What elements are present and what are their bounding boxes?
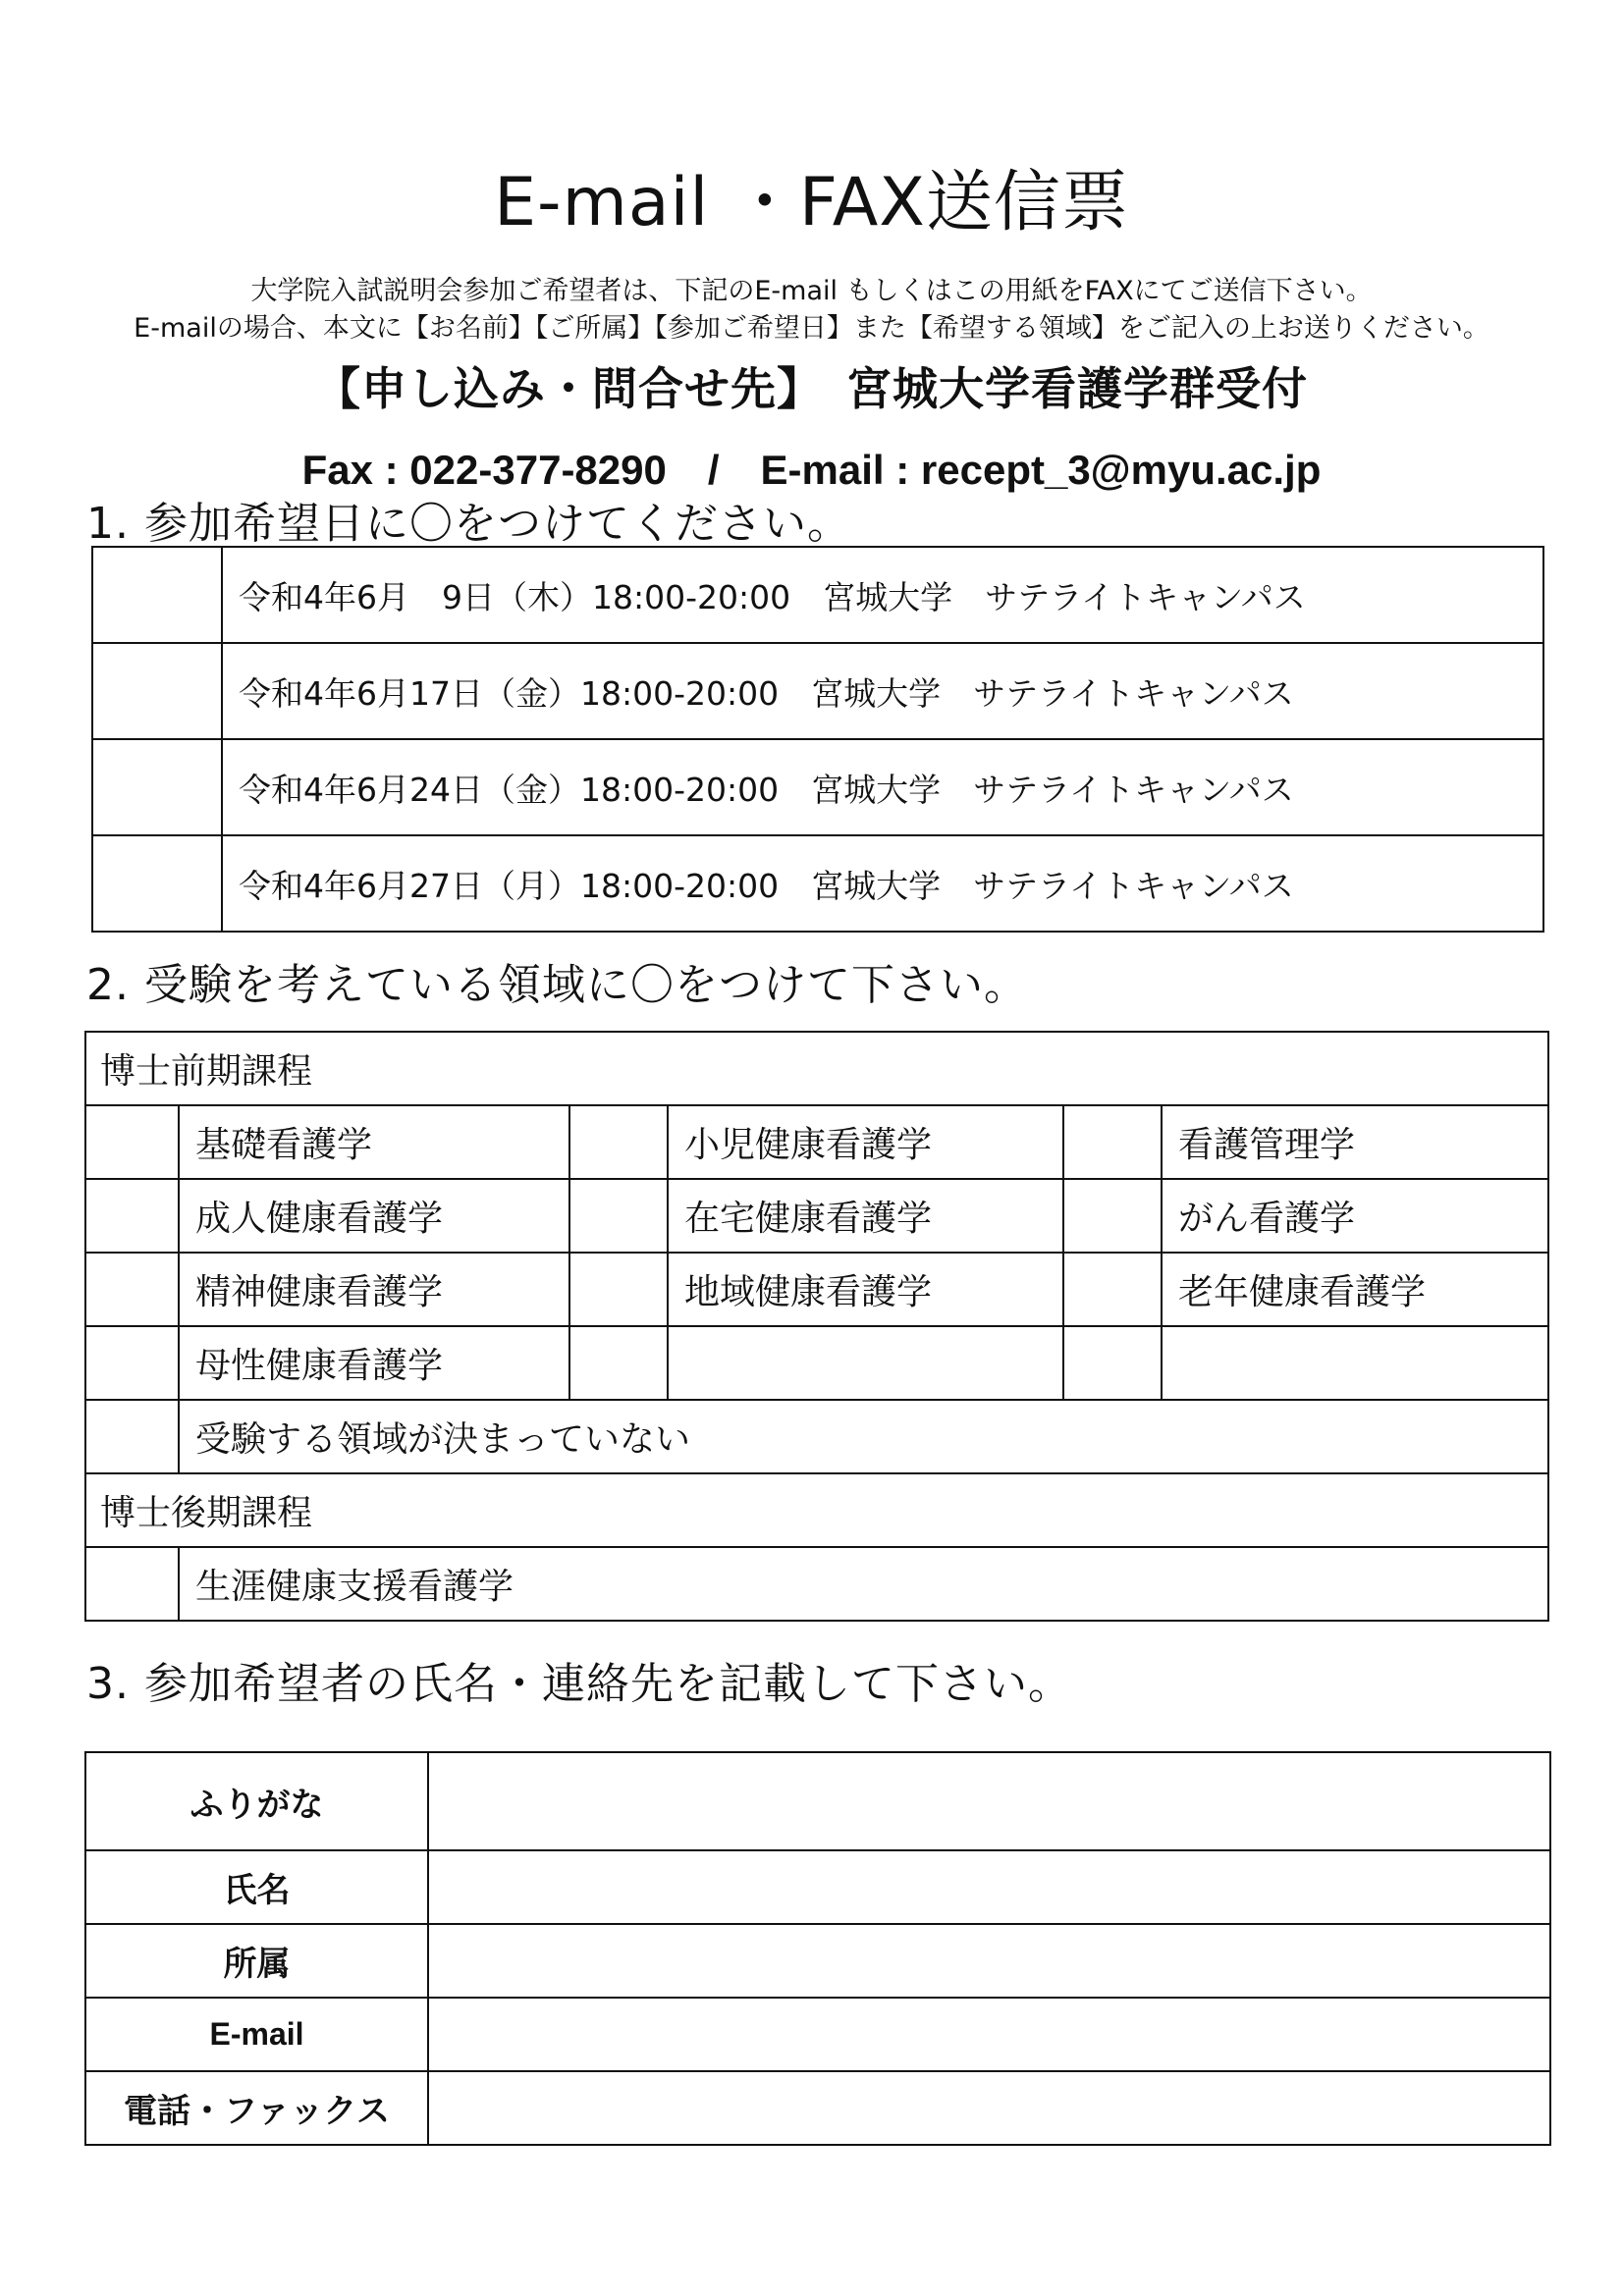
contact-heading: 【申し込み・問合せ先】 宮城大学看護学群受付 [315, 362, 1308, 415]
name-label: 氏名 [85, 1850, 428, 1924]
phone-fax-field[interactable] [428, 2071, 1550, 2145]
field-label: 母性健康看護学 [179, 1326, 569, 1400]
field-row [85, 1179, 1548, 1253]
intro-text-line-1: 大学院入試説明会参加ご希望者は、下記のE-mail もしくはこの用紙をFAXにてご送信下さい。 [250, 276, 1373, 306]
field-mark-cell[interactable] [1063, 1105, 1162, 1179]
date-mark-cell[interactable] [92, 835, 222, 932]
field-mark-cell[interactable] [569, 1253, 668, 1326]
undecided-mark-cell[interactable] [85, 1400, 179, 1473]
intro-text-line-2: E-mailの場合、本文に【お名前】【ご所属】【参加ご希望日】また【希望する領域】をご記入の上お送りください。 [134, 313, 1489, 344]
field-label: 生涯健康支援看護学 [179, 1547, 1548, 1621]
date-selection-table [91, 546, 1544, 933]
date-row [92, 547, 1543, 643]
info-row [85, 1998, 1550, 2071]
date-row [92, 835, 1543, 932]
field-mark-cell[interactable] [85, 1179, 179, 1253]
undecided-label: 受験する領域が決まっていない [179, 1400, 1548, 1473]
date-mark-cell[interactable] [92, 643, 222, 739]
field-label: 在宅健康看護学 [668, 1179, 1063, 1253]
field-mark-cell[interactable] [85, 1253, 179, 1326]
field-mark-cell[interactable] [1063, 1326, 1162, 1400]
phone-fax-label: 電話・ファックス [85, 2071, 428, 2145]
info-row [85, 2071, 1550, 2145]
field-selection-table [84, 1031, 1549, 1622]
date-label: 令和4年6月17日（金）18:00-20:00 宮城大学 サテライトキャンパス [222, 643, 1543, 739]
furigana-label: ふりがな [85, 1752, 428, 1850]
field-row [85, 1400, 1548, 1473]
page-title: E-mail ・FAX送信票 [494, 164, 1129, 241]
doctoral-course-label: 博士後期課程 [85, 1473, 1548, 1547]
furigana-field[interactable] [428, 1752, 1550, 1850]
field-mark-cell[interactable] [569, 1179, 668, 1253]
field-mark-cell[interactable] [1063, 1179, 1162, 1253]
date-row [92, 643, 1543, 739]
field-label: 基礎看護学 [179, 1105, 569, 1179]
date-mark-cell[interactable] [92, 739, 222, 835]
date-label: 令和4年6月 9日（木）18:00-20:00 宮城大学 サテライトキャンパス [222, 547, 1543, 643]
field-mark-cell[interactable] [569, 1326, 668, 1400]
field-mark-cell[interactable] [1063, 1253, 1162, 1326]
section-3-heading: 3. 参加希望者の氏名・連絡先を記載して下さい。 [86, 1659, 1072, 1709]
field-row [85, 1105, 1548, 1179]
masters-course-label: 博士前期課程 [85, 1032, 1548, 1105]
section-2-heading: 2. 受験を考えている領域に〇をつけて下さい。 [86, 960, 1028, 1010]
field-mark-cell[interactable] [85, 1326, 179, 1400]
field-label: 地域健康看護学 [668, 1253, 1063, 1326]
field-label: 成人健康看護学 [179, 1179, 569, 1253]
field-label: 小児健康看護学 [668, 1105, 1063, 1179]
field-label-empty [1162, 1326, 1548, 1400]
field-mark-cell[interactable] [85, 1105, 179, 1179]
date-label: 令和4年6月27日（月）18:00-20:00 宮城大学 サテライトキャンパス [222, 835, 1543, 932]
section-1-heading: 1. 参加希望日に〇をつけてください。 [86, 499, 851, 549]
field-label: 看護管理学 [1162, 1105, 1548, 1179]
applicant-info-table [84, 1751, 1551, 2146]
date-label: 令和4年6月24日（金）18:00-20:00 宮城大学 サテライトキャンパス [222, 739, 1543, 835]
field-mark-cell[interactable] [85, 1547, 179, 1621]
field-row [85, 1547, 1548, 1621]
info-row [85, 1850, 1550, 1924]
field-row [85, 1326, 1548, 1400]
info-row [85, 1924, 1550, 1998]
field-label: 精神健康看護学 [179, 1253, 569, 1326]
date-mark-cell[interactable] [92, 547, 222, 643]
email-label: E-mail [85, 1998, 428, 2071]
field-row [85, 1253, 1548, 1326]
field-label-empty [668, 1326, 1063, 1400]
field-mark-cell[interactable] [569, 1105, 668, 1179]
email-field[interactable] [428, 1998, 1550, 2071]
info-row [85, 1752, 1550, 1850]
affiliation-label: 所属 [85, 1924, 428, 1998]
affiliation-field[interactable] [428, 1924, 1550, 1998]
name-field[interactable] [428, 1850, 1550, 1924]
contact-fax-email: Fax : 022-377-8290 / E-mail : recept_3@myu.ac.jp [301, 447, 1322, 493]
field-label: がん看護学 [1162, 1179, 1548, 1253]
date-row [92, 739, 1543, 835]
field-label: 老年健康看護学 [1162, 1253, 1548, 1326]
